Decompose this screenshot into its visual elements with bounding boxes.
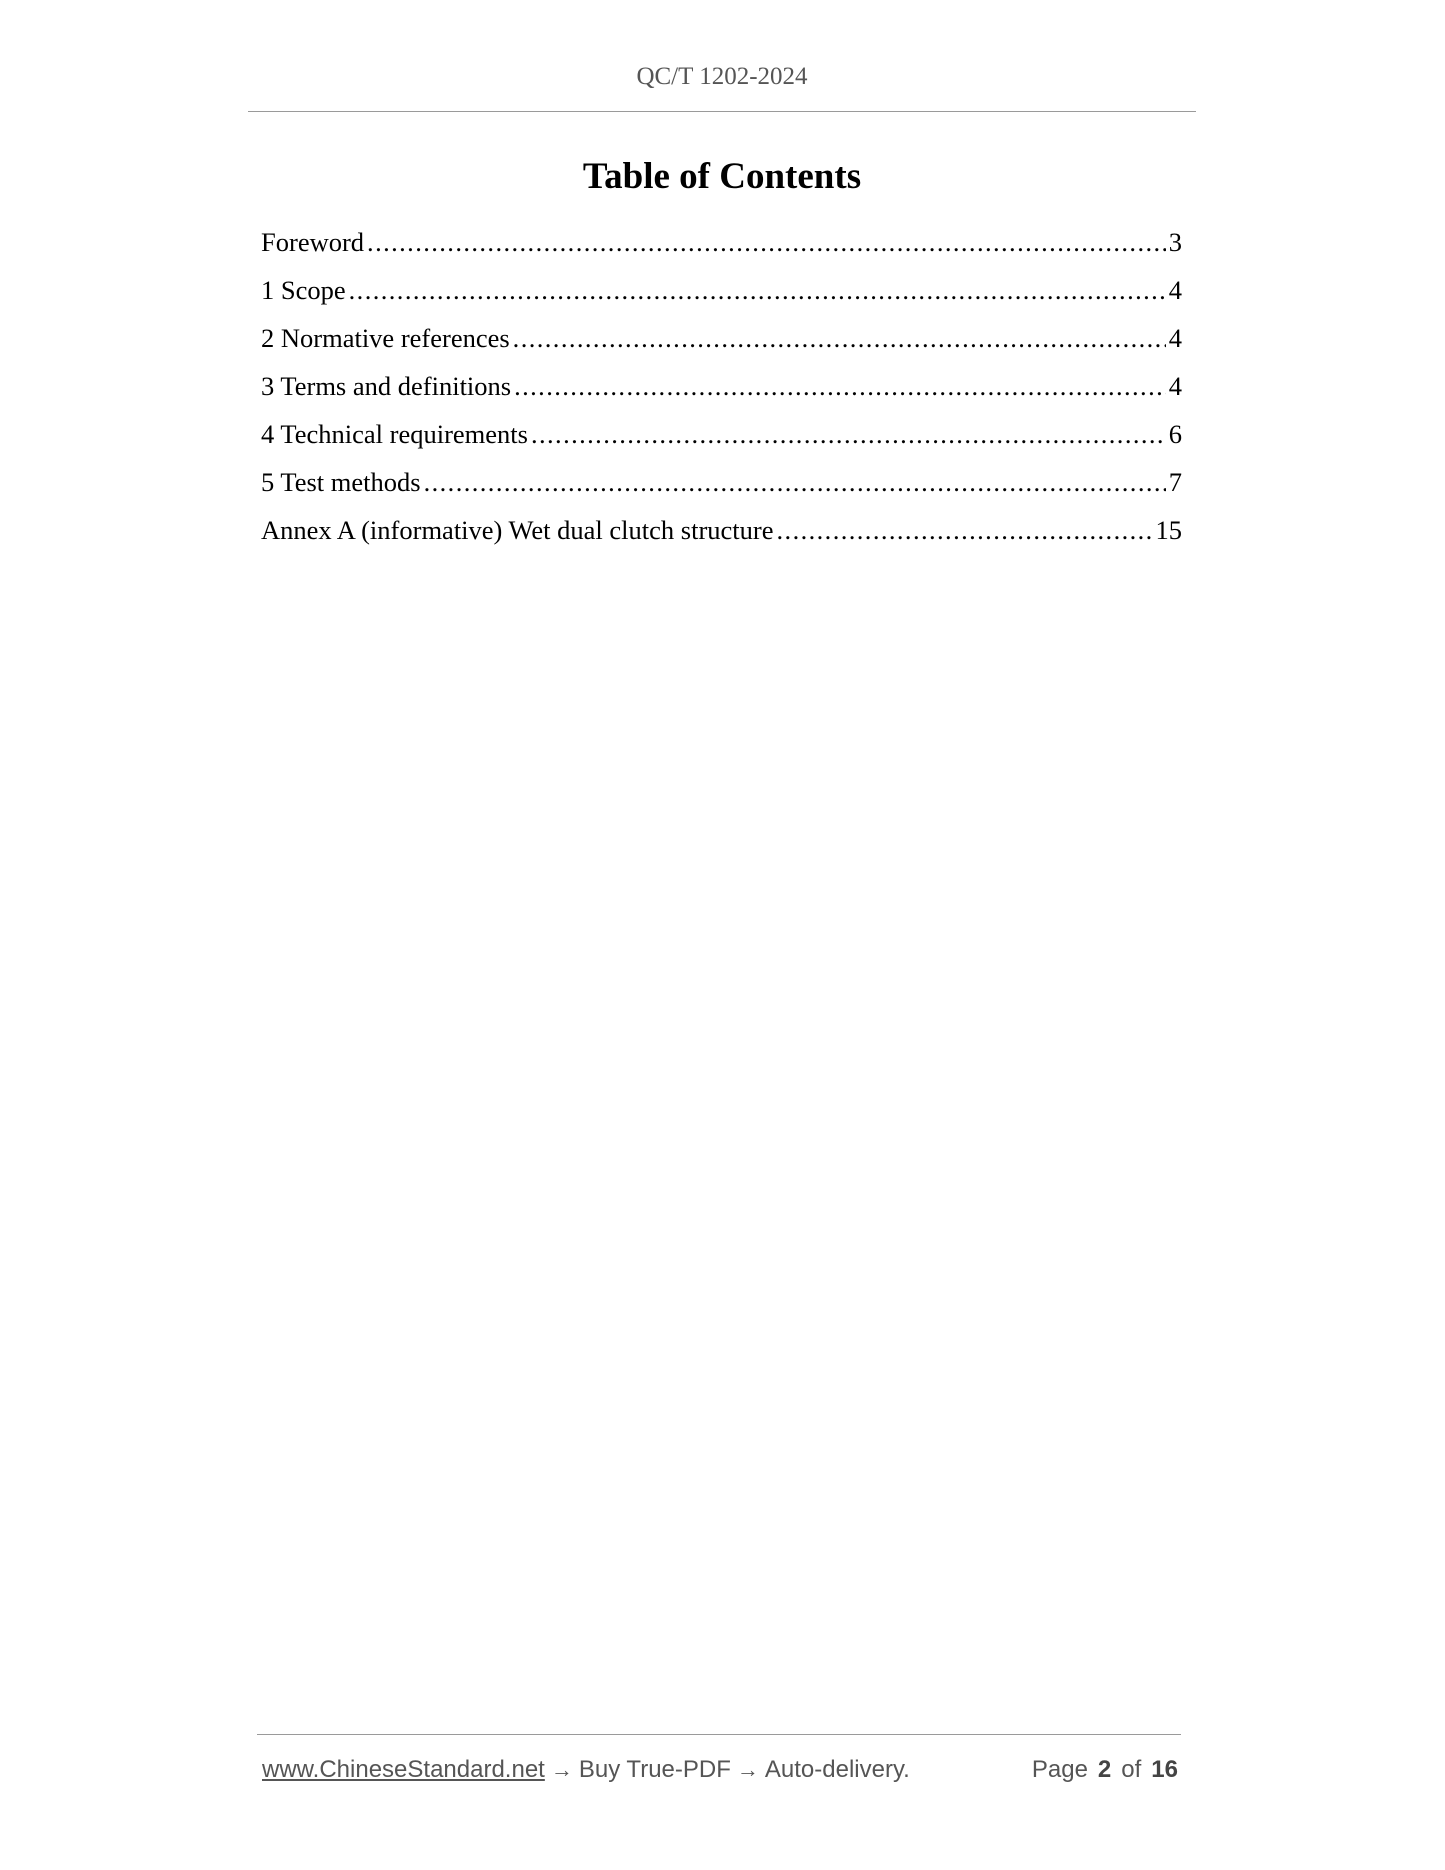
- dot-leader: [367, 222, 1166, 262]
- toc-entry-page: 4: [1168, 323, 1182, 353]
- toc-entry-page: 3: [1168, 227, 1182, 257]
- toc-entry-test-methods[interactable]: [261, 462, 1182, 510]
- running-header: QC/T 1202-2024: [636, 63, 808, 90]
- of-word: of: [1121, 1756, 1142, 1783]
- dot-leader: [531, 414, 1166, 454]
- dot-leader: [514, 366, 1166, 406]
- toc-entry-foreword[interactable]: [261, 222, 1182, 270]
- footer-promo: [262, 1752, 910, 1788]
- toc-entry-label: 3 Terms and definitions: [261, 371, 512, 401]
- arrow-right-icon: →: [550, 1757, 573, 1782]
- website-link[interactable]: www.ChineseStandard.net: [262, 1756, 545, 1783]
- arrow-right-icon: →: [736, 1757, 759, 1782]
- toc-entry-page: 7: [1168, 467, 1182, 497]
- buy-true-pdf-text: Buy True-PDF: [578, 1756, 731, 1783]
- header-divider: [248, 111, 1196, 112]
- current-page-number: 2: [1097, 1756, 1112, 1783]
- toc-entry-label: Annex A (informative) Wet dual clutch structure: [261, 515, 774, 545]
- page-word: Page: [1031, 1756, 1088, 1783]
- dot-leader: [513, 318, 1166, 358]
- toc-entry-terms-definitions[interactable]: [261, 366, 1182, 414]
- toc-entry-label: Foreword: [261, 227, 365, 257]
- footer-divider: [257, 1734, 1181, 1735]
- dot-leader: [424, 462, 1166, 502]
- page-title: Table of Contents: [582, 156, 862, 197]
- toc-entry-normative-references[interactable]: [261, 318, 1182, 366]
- table-of-contents: [261, 222, 1182, 558]
- page-footer: [262, 1752, 1180, 1788]
- toc-entry-page: 15: [1155, 515, 1182, 545]
- total-page-count: 16: [1151, 1756, 1178, 1783]
- toc-entry-label: 5 Test methods: [261, 467, 421, 497]
- auto-delivery-text: Auto-delivery.: [764, 1756, 910, 1783]
- toc-entry-label: 1 Scope: [261, 275, 346, 305]
- dot-leader: [349, 270, 1166, 310]
- toc-entry-scope[interactable]: [261, 270, 1182, 318]
- toc-entry-page: 6: [1168, 419, 1182, 449]
- toc-entry-annex-a[interactable]: [261, 510, 1182, 558]
- page-indicator: [1032, 1752, 1178, 1788]
- dot-leader: [777, 510, 1153, 550]
- toc-entry-label: 2 Normative references: [261, 323, 510, 353]
- toc-entry-technical-requirements[interactable]: [261, 414, 1182, 462]
- toc-entry-label: 4 Technical requirements: [261, 419, 528, 449]
- toc-entry-page: 4: [1168, 371, 1182, 401]
- toc-entry-page: 4: [1168, 275, 1182, 305]
